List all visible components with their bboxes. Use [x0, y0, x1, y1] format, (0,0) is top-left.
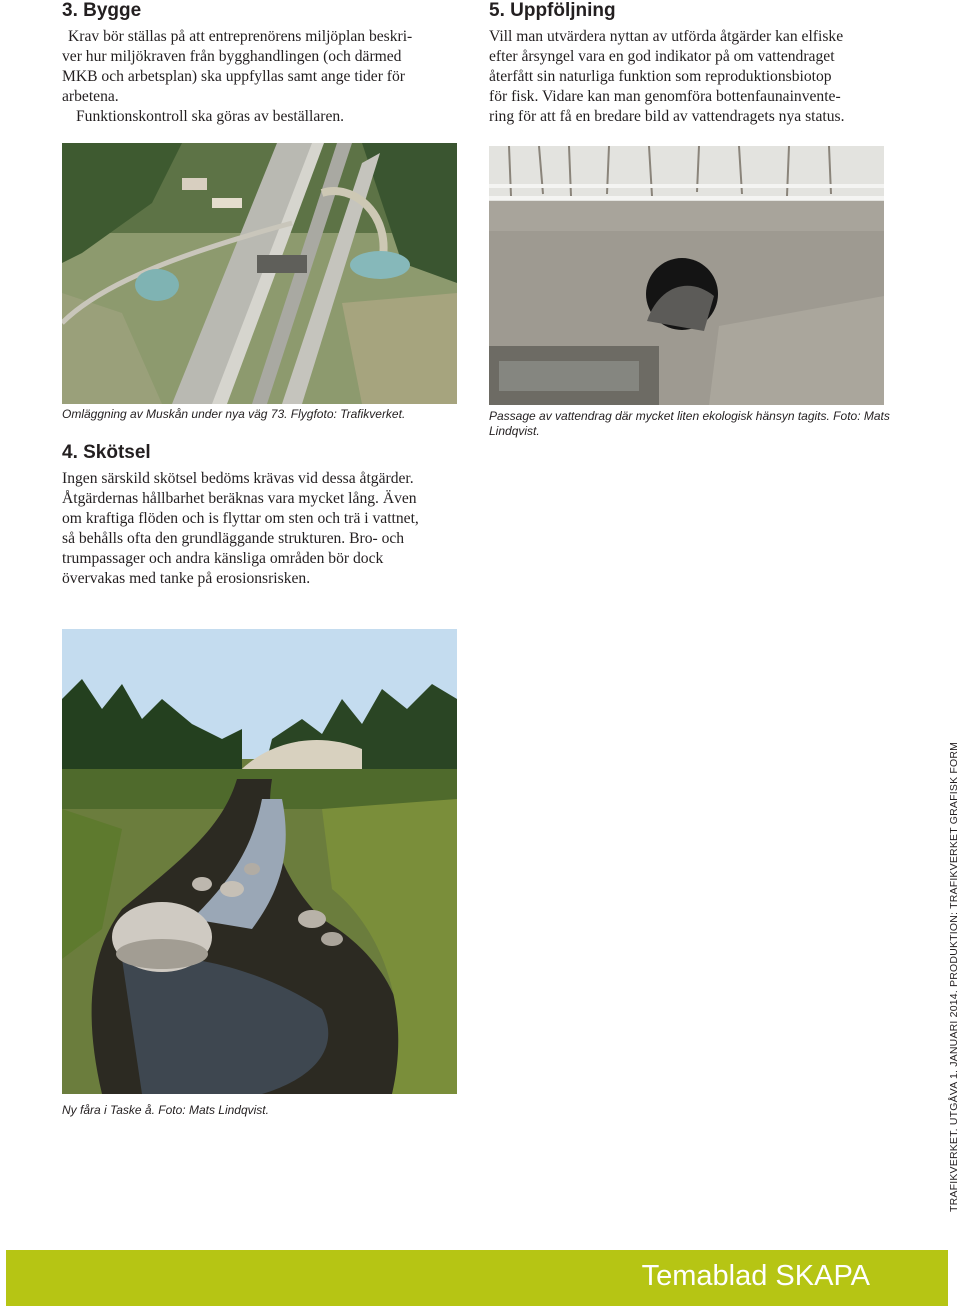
footer-bar: [6, 1250, 948, 1306]
section-5-line-4: för fisk. Vidare kan man genomföra bottenfaunainvente-: [489, 88, 841, 105]
section-4-line-6: övervakas med tanke på erosionsrisken.: [62, 570, 311, 587]
section-4-heading: 4. Skötsel: [62, 442, 151, 463]
section-4-line-3: om kraftiga flöden och is flyttar om sten och trä i vattnet,: [62, 510, 419, 527]
section-3-line-1: Krav bör ställas på att entreprenörens miljöplan beskri-: [68, 28, 413, 45]
culvert-photo: [489, 146, 884, 405]
section-4-line-2: Åtgärdernas hållbarhet beräknas vara mycket lång. Även: [62, 490, 417, 507]
section-5-line-2: efter årsyngel vara en god indikator på om vattendraget: [489, 48, 835, 65]
section-3-line-2: ver hur miljökraven från bygghandlingen (och därmed: [62, 48, 402, 65]
section-3-line-4: arbetena.: [62, 88, 119, 105]
section-3-heading: 3. Bygge: [62, 0, 142, 21]
side-credit: TRAFIKVERKET. UTGÅVA 1. JANUARI 2014. PRODUKTION: TRAFIKVERKET GRAFISK FORM: [948, 741, 960, 1212]
culvert-caption-line-2: Lindqvist.: [489, 424, 540, 438]
section-3-line-3: MKB och arbetsplan) ska uppfyllas samt ange tider för: [62, 68, 405, 85]
section-4-line-4: så behålls ofta den grundläggande strukturen. Bro- och: [62, 530, 405, 547]
section-5-heading: 5. Uppföljning: [489, 0, 616, 21]
aerial-road-caption: Omläggning av Muskån under nya väg 73. Flygfoto: Trafikverket.: [62, 407, 406, 421]
stream-photo: [62, 629, 457, 1094]
culvert-caption-line-1: Passage av vattendrag där mycket liten ekologisk hänsyn tagits. Foto: Mats: [489, 409, 890, 423]
section-5-line-3: återfått sin naturliga funktion som reproduktionsbiotop: [489, 68, 832, 85]
aerial-road-photo: [62, 143, 457, 404]
section-5-line-5: ring för att få en bredare bild av vattendragets nya status.: [489, 108, 845, 125]
section-4-line-5: trumpassager och andra känsliga områden bör dock: [62, 550, 384, 567]
section-3-line-5: Funktionskontroll ska göras av beställaren.: [76, 108, 345, 125]
stream-caption: Ny fåra i Taske å. Foto: Mats Lindqvist.: [62, 1103, 269, 1117]
section-4-line-1: Ingen särskild skötsel bedöms krävas vid dessa åtgärder.: [62, 470, 414, 487]
footer-title: Temablad SKAPA: [641, 1260, 870, 1292]
section-5-line-1: Vill man utvärdera nyttan av utförda åtgärder kan elfiske: [489, 28, 844, 45]
